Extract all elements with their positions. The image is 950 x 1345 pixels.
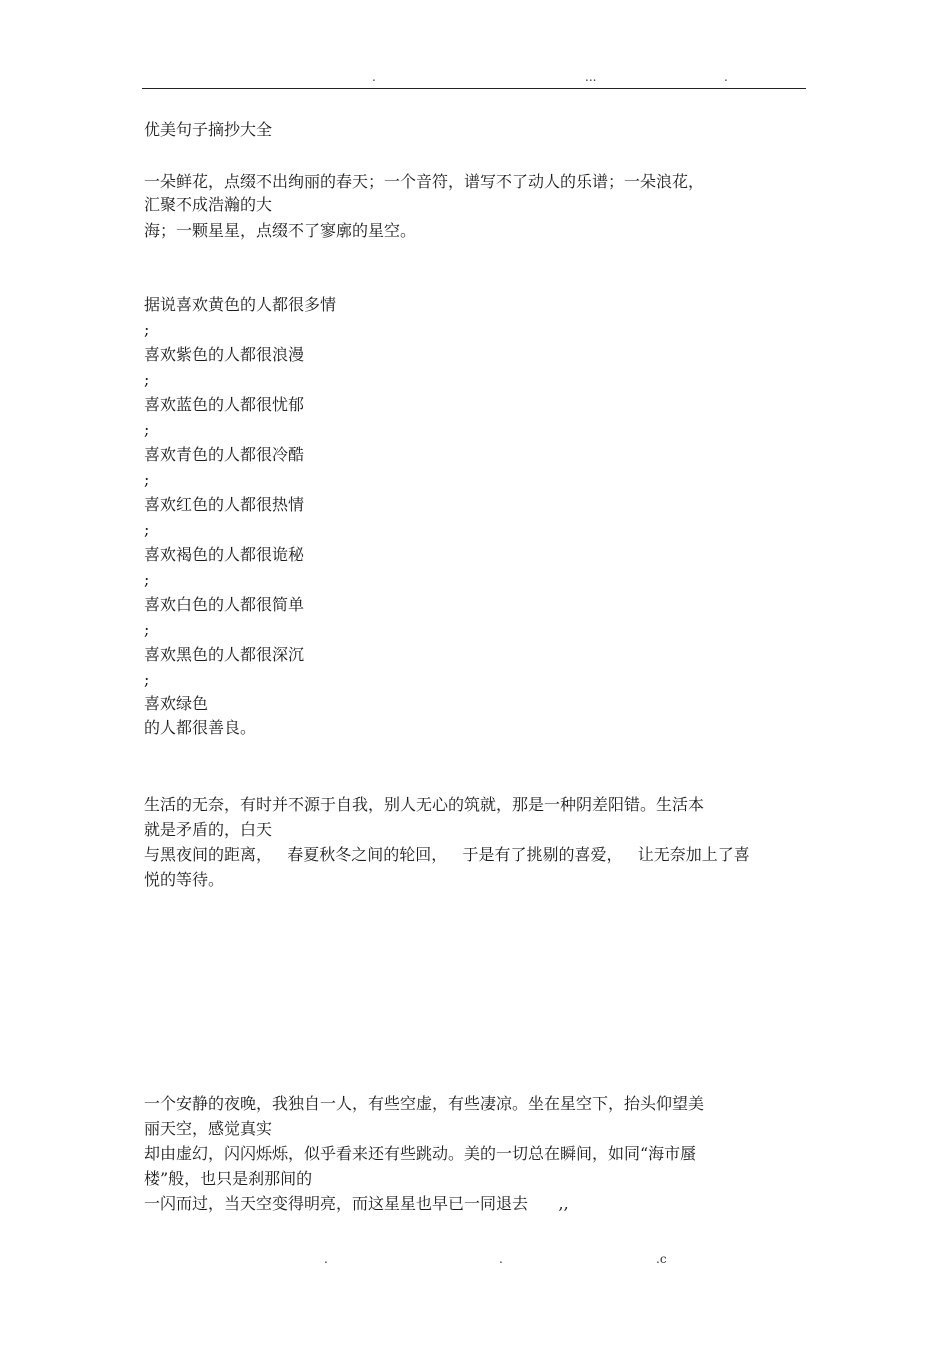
paragraph-2-line: ; [144,620,150,639]
paragraph-4-line-2: 丽天空，感觉真实 [144,1119,273,1138]
paragraph-4-line-4: 楼”般，也只是刹那间的 [144,1169,313,1188]
paragraph-2-line: 喜欢绿色 [144,694,209,713]
footer-mark-right: .c [656,1252,667,1266]
paragraph-2-line: ; [144,470,150,489]
paragraph-3-line-3: 与黑夜间的距离， 春夏秋冬之间的轮回， 于是有了挑剔的喜爱， 让无奈加上了喜 [144,845,750,864]
paragraph-4-line-5: 一闪而过，当天空变得明亮，而这星星也早已一同退去 ,, [144,1194,569,1213]
paragraph-2-line: ; [144,320,150,339]
footer-mark-center: . [499,1252,503,1266]
footer-mark-left: . [324,1252,328,1266]
paragraph-2-line: 喜欢褐色的人都很诡秘 [144,545,305,564]
paragraph-2-line: 据说喜欢黄色的人都很多情 [144,295,337,314]
paragraph-2-line: 喜欢紫色的人都很浪漫 [144,345,305,364]
paragraph-2-line: 喜欢蓝色的人都很忧郁 [144,395,305,414]
paragraph-2-line: 喜欢黑色的人都很深沉 [144,645,305,664]
paragraph-3-line-1: 生活的无奈，有时并不源于自我，别人无心的筑就，那是一种阴差阳错。生活本 [144,795,705,814]
header-mark-center: ... [585,70,597,84]
header-mark-left: . [372,70,376,84]
document-title: 优美句子摘抄大全 [144,120,273,139]
paragraph-3-line-2: 就是矛盾的，白天 [144,820,273,839]
paragraph-3-line-4: 悦的等待。 [144,870,225,889]
paragraph-2-line: 喜欢红色的人都很热情 [144,495,305,514]
paragraph-2-line: ; [144,670,150,689]
paragraph-1-line-2: 汇聚不成浩瀚的大 [144,195,273,214]
paragraph-2-line: ; [144,570,150,589]
paragraph-2-line: ; [144,370,150,389]
header-rule [142,88,806,89]
paragraph-1-line-3: 海；一颗星星，点缀不了寥廓的星空。 [144,221,417,240]
paragraph-1-line-1: 一朵鲜花，点缀不出绚丽的春天；一个音符，谱写不了动人的乐谱；一朵浪花， [144,172,705,191]
paragraph-2-line: 的人都很善良。 [144,718,257,737]
paragraph-2-line: 喜欢青色的人都很冷酷 [144,445,305,464]
paragraph-4-line-3: 却由虚幻，闪闪烁烁，似乎看来还有些跳动。美的一切总在瞬间，如同“海市蜃 [144,1144,697,1163]
paragraph-2-line: 喜欢白色的人都很简单 [144,595,305,614]
header-mark-right: . [724,70,728,84]
paragraph-4-line-1: 一个安静的夜晚，我独自一人，有些空虚，有些凄凉。坐在星空下，抬头仰望美 [144,1094,705,1113]
paragraph-2-line: ; [144,420,150,439]
paragraph-2-line: ; [144,520,150,539]
